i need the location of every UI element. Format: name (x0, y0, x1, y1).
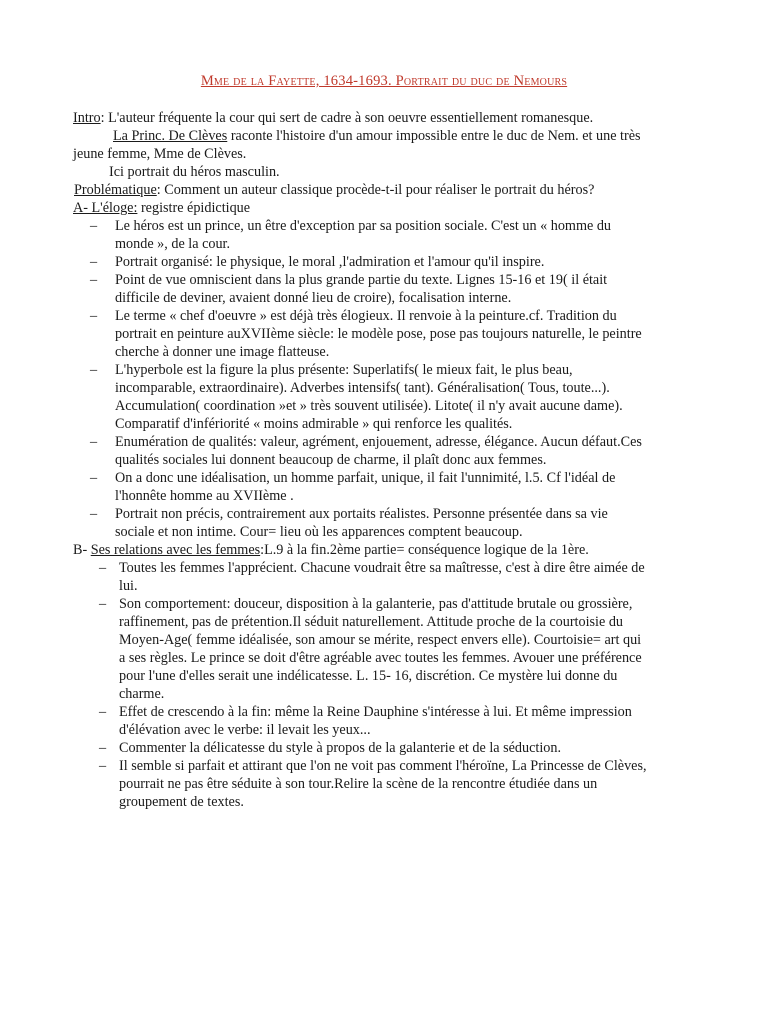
list-item: – L'hyperbole est la figure la plus présente: Superlatifs( le mieux fait, le plus beau, incomparable, extraordinaire). Adverbes intensifs( tant). Généralisation( Tous, toute...). Accumulation( coordination »et » très souvent utilisée). Litote( il n'y avait aucune dame). Comparatif d'infériorité « moins admirable » qui renforce les qualités. (73, 361, 709, 433)
section-a-title: A- L'éloge: (73, 200, 138, 216)
section-b-list (73, 559, 709, 811)
section-a-subtitle: registre épidictique (137, 200, 251, 216)
list-item: – Le terme « chef d'oeuvre » est déjà très élogieux. Il renvoie à la peinture.cf. Tradition du portrait en peinture auXVIIème siècle: le modèle pose, pose pas toujours naturelle, le peintre cherche à donner une image flatteuse. (73, 307, 709, 361)
book-title: La Princ. De Clèves (113, 128, 228, 144)
intro-line-2 (73, 127, 709, 145)
section-b-title: Ses relations avec les femmes (90, 542, 261, 558)
intro-line-1 (73, 109, 709, 127)
list-item: – Portrait organisé: le physique, le moral ,l'admiration et l'amour qu'il inspire. (73, 253, 709, 271)
section-b-subtitle: :L.9 à la fin.2ème partie= conséquence logique de la 1ère. (260, 542, 589, 558)
list-item: – Effet de crescendo à la fin: même la Reine Dauphine s'intéresse à lui. Et même impression d'élévation avec le verbe: il levait les yeux... (73, 703, 709, 739)
intro-label: Intro (73, 110, 101, 126)
list-item: – Portrait non précis, contrairement aux portaits réalistes. Personne présentée dans sa vie sociale et non intime. Cour= lieu où les apparences comptent beaucoup. (73, 505, 709, 541)
list-item: – Le héros est un prince, un être d'exception par sa position sociale. C'est un « homme du monde », de la cour. (73, 217, 709, 253)
list-item: – Son comportement: douceur, disposition à la galanterie, pas d'attitude brutale ou grossière, raffinement, pas de prétention.Il séduit naturellement. Attitude proche de la courtoisie du Moyen-Age( femme idéalisée, son amour se mérite, respect envers elle). Courtoisie= art qui a ses règles. Le prince se doit d'être agréable avec toutes les femmes. Avouer une préférence pour l'une d'elles serait une indélicatesse. L. 15- 16, discrétion. Ce mystère lui donne du charme. (73, 595, 709, 703)
document-body (73, 109, 709, 811)
problematique-text: : Comment un auteur classique procède-t-il pour réaliser le portrait du héros? (156, 182, 595, 198)
section-b-heading (73, 541, 709, 559)
list-item: – On a donc une idéalisation, un homme parfait, unique, il fait l'unnimité, l.5. Cf l'idéal de l'honnête homme au XVIIème . (73, 469, 709, 505)
intro-line-4: Ici portrait du héros masculin. (109, 164, 280, 180)
section-b-prefix: B- (73, 542, 91, 558)
intro-text-2: raconte l'histoire d'un amour impossible entre le duc de Nem. et une très (227, 128, 641, 144)
list-item: – Enumération de qualités: valeur, agrément, enjouement, adresse, élégance. Aucun défaut.Ces qualités sociales lui donnent beaucoup de charme, il plaît donc aux femmes. (73, 433, 709, 469)
problematique-line (73, 181, 709, 199)
list-item: – Point de vue omniscient dans la plus grande partie du texte. Lignes 15-16 et 19( il était difficile de deviner, avaient donné lieu de croire), focalisation interne. (73, 271, 709, 307)
problematique-label: Problématique (74, 182, 157, 198)
intro-text: : L'auteur fréquente la cour qui sert de cadre à son oeuvre essentiellement romanesque. (100, 110, 594, 126)
list-item: – Il semble si parfait et attirant que l'on ne voit pas comment l'héroïne, La Princesse de Clèves, pourrait ne pas être séduite à son tour.Relire la scène de la rencontre étudiée dans un groupement de textes. (73, 757, 709, 811)
section-a-heading (73, 199, 709, 217)
list-item: – Toutes les femmes l'apprécient. Chacune voudrait être sa maîtresse, c'est à dire être aimée de lui. (73, 559, 709, 595)
list-item: – Commenter la délicatesse du style à propos de la galanterie et de la séduction. (73, 739, 709, 757)
section-a-list (73, 217, 709, 541)
document-title: Mme de la Fayette, 1634-1693. Portrait du duc de Nemours (200, 73, 568, 89)
intro-line-3: jeune femme, Mme de Clèves. (73, 146, 247, 162)
